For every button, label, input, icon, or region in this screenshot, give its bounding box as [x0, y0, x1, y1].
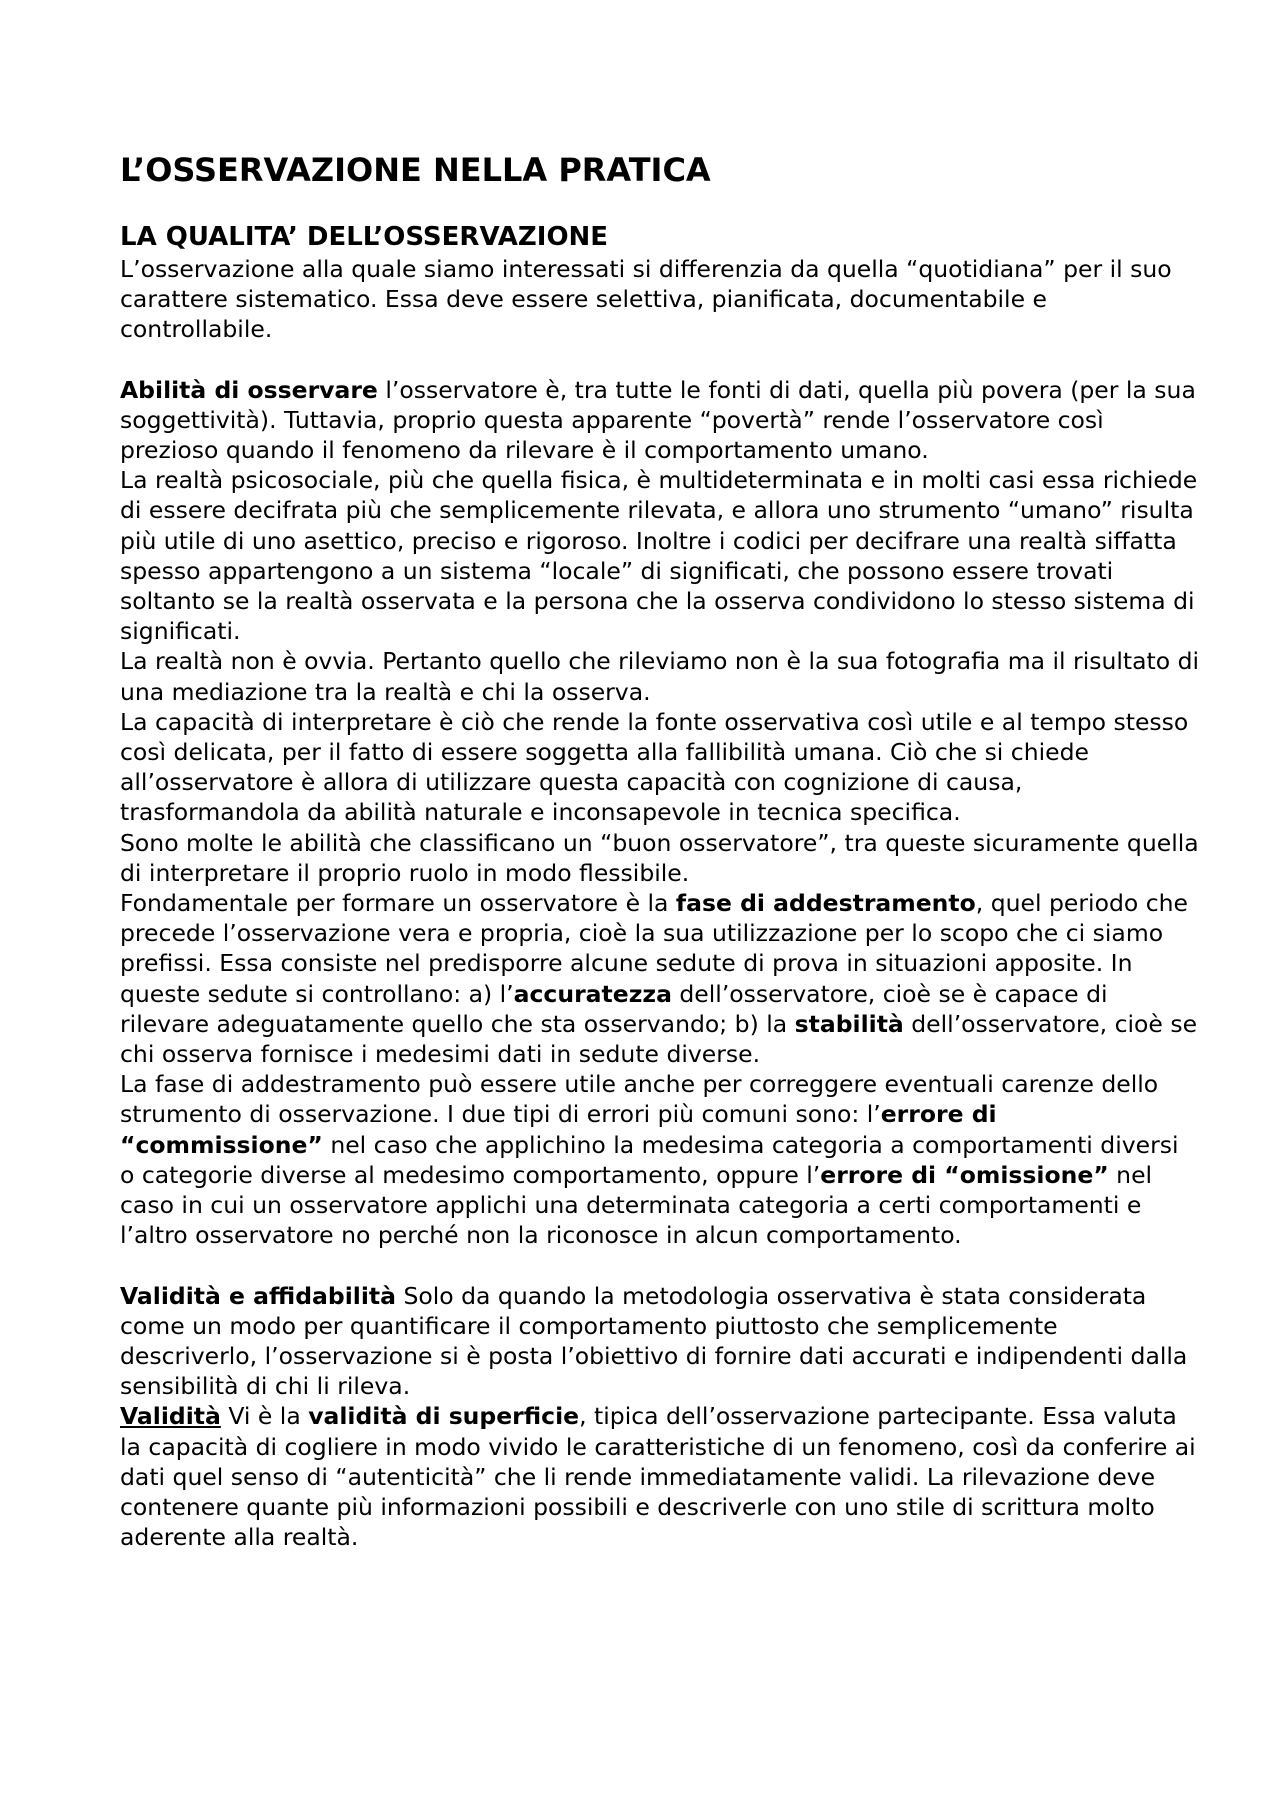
validita-paragraph-1: Validità e affidabilità Solo da quando la metodologia osservativa è stata considerata come un modo per quantificare il comportamento piuttosto che semplicemente descriverlo, l’osservazione si è posta l’obiettivo di fornire dati accurati e indipendenti dalla sensibilità di chi li rileva.: [120, 1281, 1188, 1401]
abilita-paragraph-4: La capacità di interpretare è ciò che rende la fonte osservativa così utile e al tempo stesso così delicata, per il fatto di essere soggetta alla fallibilità umana. Ciò che si chiede all’osservatore è allora di utilizzare questa capacità con cognizione di causa, trasformandola da abilità naturale e inconsapevole in tecnica specifica.: [120, 707, 1189, 827]
spacer: [120, 345, 1200, 375]
section-heading: LA QUALITA’ DELL’OSSERVAZIONE: [120, 222, 609, 252]
abilita-label: Abilità di osservare: [120, 375, 378, 404]
abilita-paragraph-2: La realtà psicosociale, più che quella fisica, è multideterminata e in molti casi essa richiede di essere decifrata più che semplicemente rilevata, e allora uno strumento “umano” risulta più utile di uno asettico, preciso e rigoroso. Inoltre i codici per decifrare una realtà siffatta spesso appartengono a un sistema “locale” di significati, che possono essere trovati soltanto se la realtà osservata e la persona che la osserva condividono lo stesso sistema di significati.: [120, 466, 1198, 646]
document-title: L’OSSERVAZIONE NELLA PRATICA: [120, 151, 711, 189]
validita-label: Validità e affidabilità: [120, 1281, 396, 1310]
validita-sublabel: Validità: [120, 1402, 221, 1431]
abilita-paragraph-6: Fondamentale per formare un osservatore è la fase di addestramento, quel periodo che precede l’osservazione vera e propria, cioè la sua utilizzazione per lo scopo che ci siamo prefissi. Essa consiste nel predisporre alcune sedute di prova in situazioni apposite. In queste sedute si controllano: a) l’accuratezza dell’osservatore, cioè se è capace di rilevare adeguatamente quello che sta osservando; b) la stabilità dell’osservatore, cioè se chi osserva fornisce i medesimi dati in sedute diverse.: [120, 889, 1198, 1069]
intro-paragraph: L’osservazione alla quale siamo interessati si differenzia da quella “quotidiana” per il suo carattere sistematico. Essa deve essere selettiva, pianificata, documentabile e controllabile.: [120, 255, 1172, 344]
abilita-paragraph-3: La realtà non è ovvia. Pertanto quello che rileviamo non è la sua fotografia ma il risultato di una mediazione tra la realtà e chi la osserva.: [120, 647, 1200, 706]
spacer: [120, 1251, 1200, 1281]
abilita-paragraph-7: La fase di addestramento può essere utile anche per correggere eventuali carenze dello strumento di osservazione. I due tipi di errori più comuni sono: l’errore di “commissione” nel caso che applichino la medesima categoria a comportamenti diversi o categorie diverse al medesimo comportamento, oppure l’errore di “omissione” nel caso in cui un osservatore applichi una determinata categoria a certi comportamenti e l’altro osservatore no perché non la riconosce in alcun comportamento.: [120, 1070, 1179, 1250]
abilita-paragraph-5: Sono molte le abilità che classificano un “buon osservatore”, tra queste sicuramente quella di interpretare il proprio ruolo in modo flessibile.: [120, 828, 1199, 887]
document-page: [120, 150, 1200, 1552]
validita-paragraph-2: Validità Vi è la validità di superficie, tipica dell’osservazione partecipante. Essa valuta la capacità di cogliere in modo vivido le caratteristiche di un fenomeno, così da conferire ai dati quel senso di “autenticità” che li rende immediatamente validi. La rilevazione deve contenere quante più informazioni possibili e descriverle con uno stile di scrittura molto aderente alla realtà.: [120, 1402, 1196, 1552]
abilita-paragraph-1: Abilità di osservare l’osservatore è, tra tutte le fonti di dati, quella più povera (per la sua soggettività). Tuttavia, proprio questa apparente “povertà” rende l’osservatore così prezioso quando il fenomeno da rilevare è il comportamento umano.: [120, 375, 1196, 465]
